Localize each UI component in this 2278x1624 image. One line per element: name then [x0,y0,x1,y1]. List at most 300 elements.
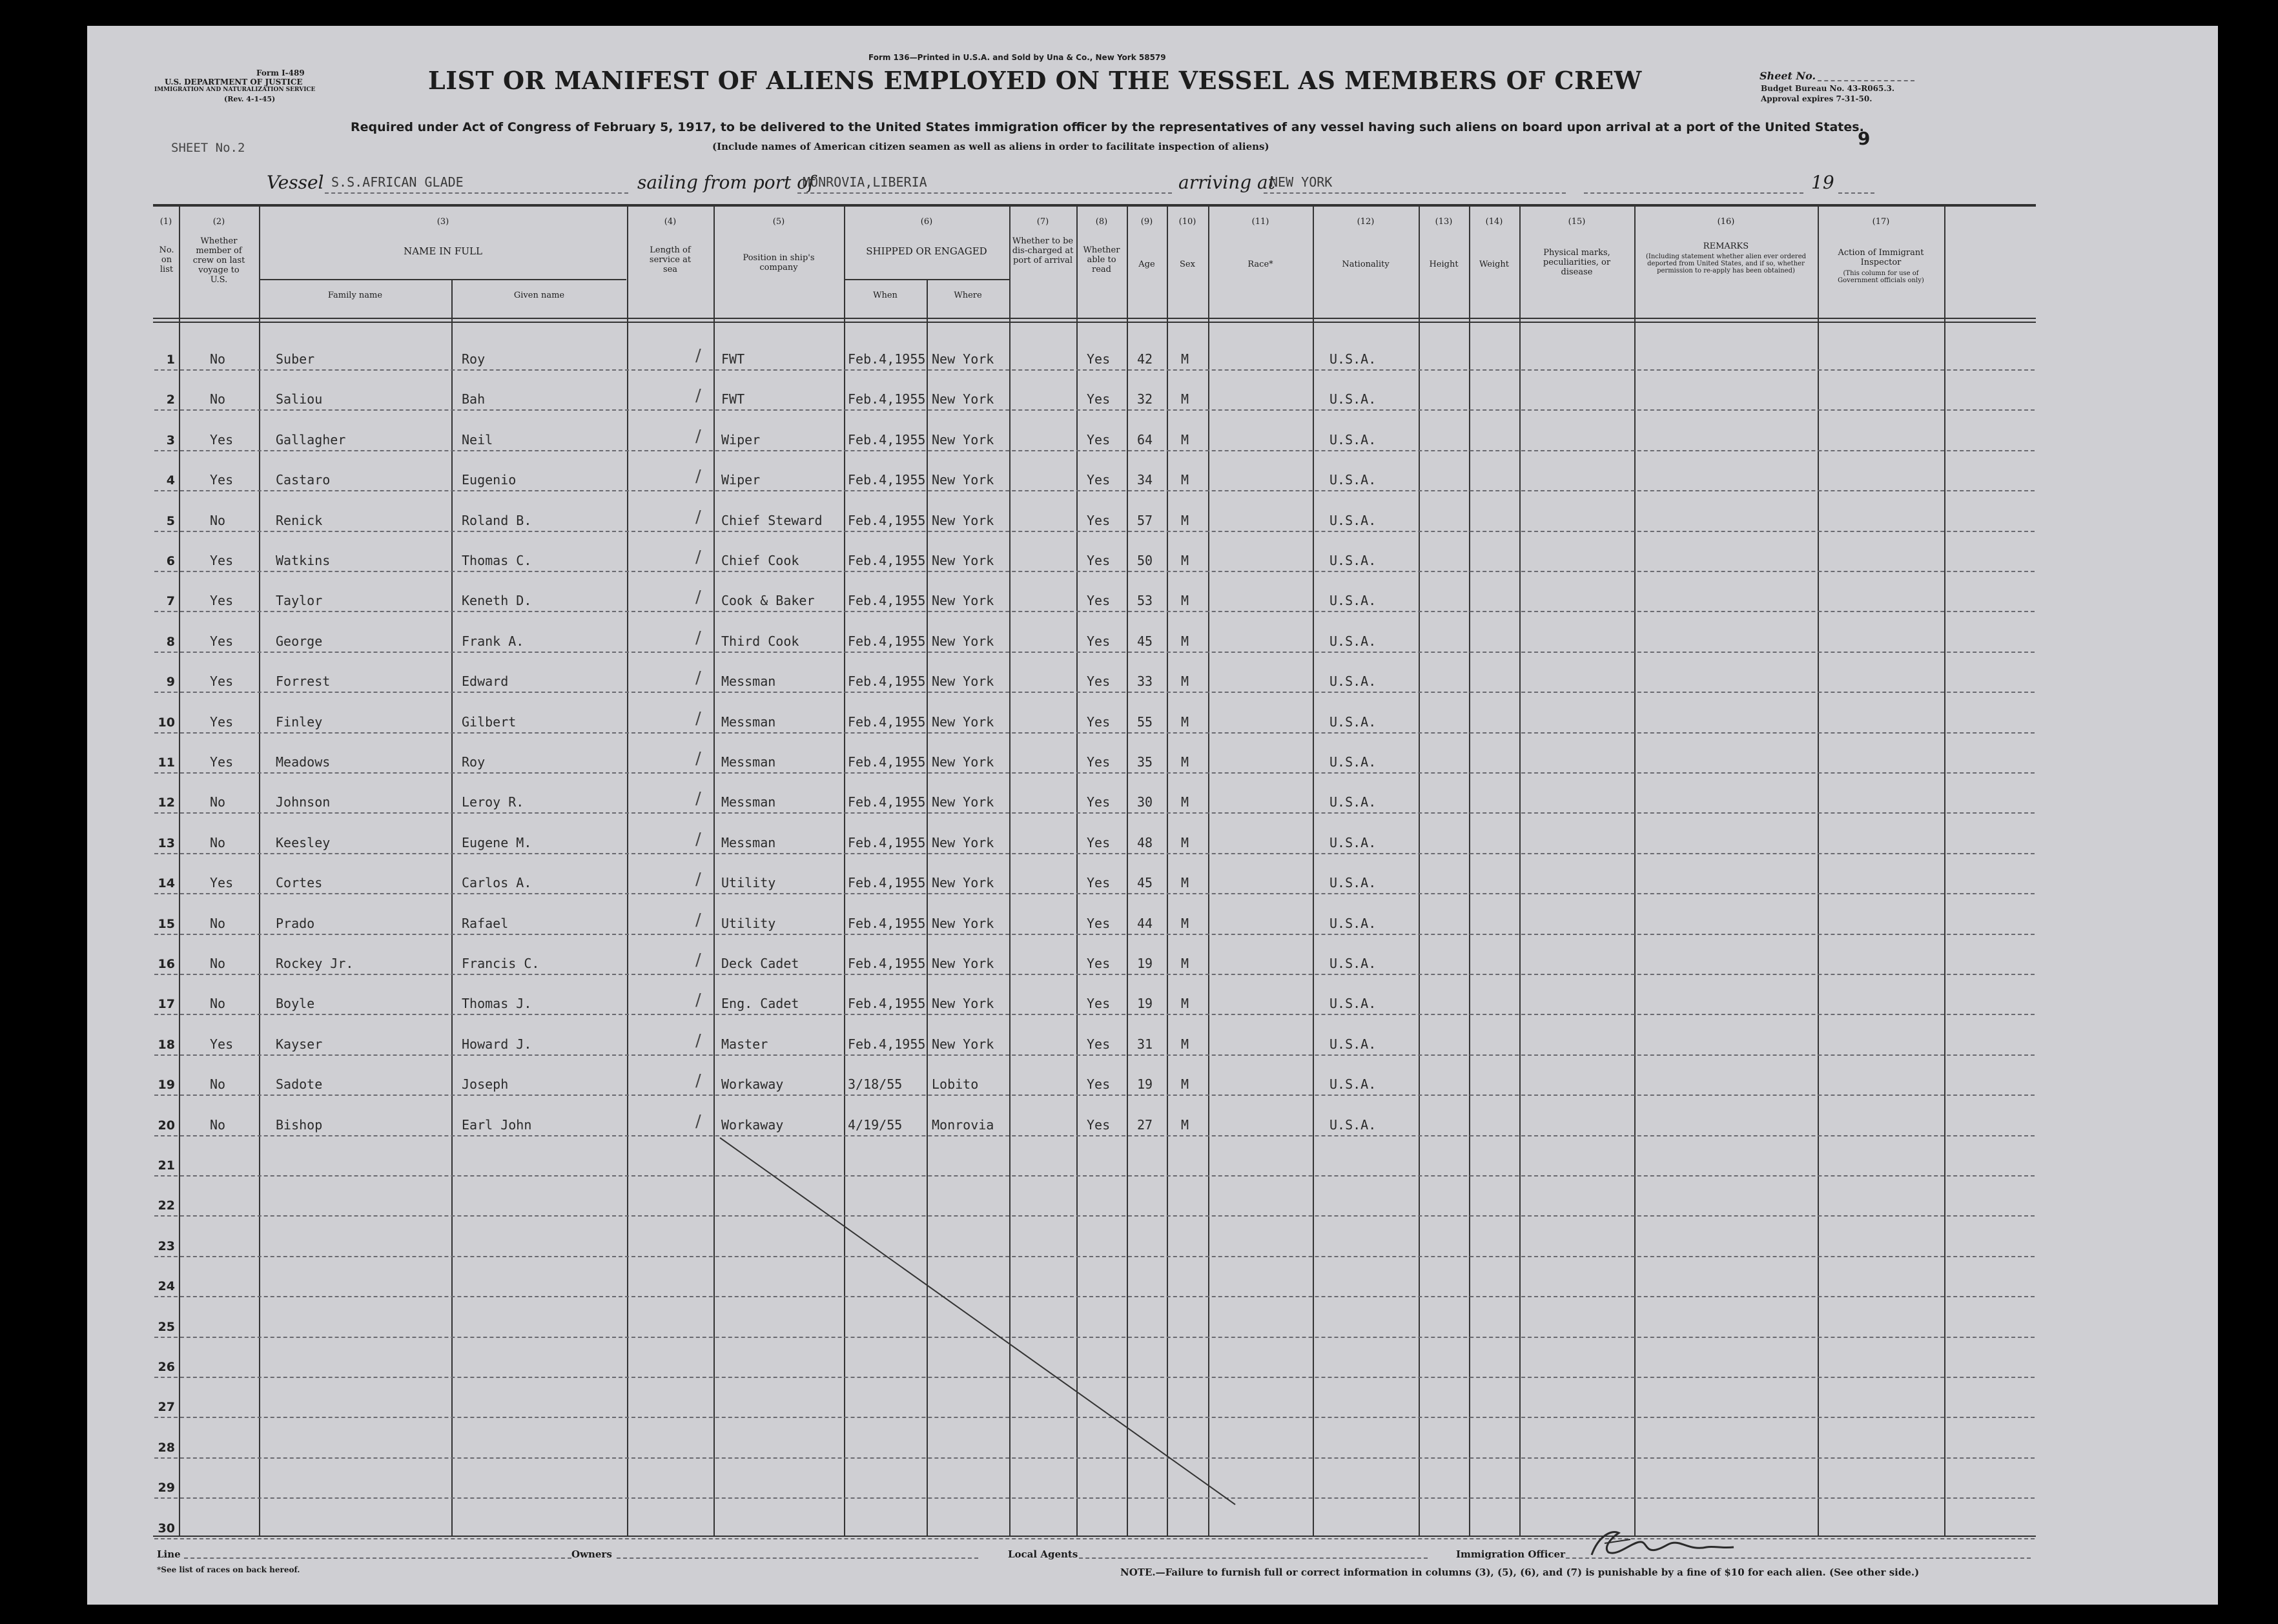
given-name: Francis C. [462,956,540,971]
row-number: 29 [158,1481,175,1496]
last-voyage: No [210,794,226,810]
row-number: 28 [158,1440,175,1455]
nationality: U.S.A. [1329,794,1377,810]
shipped-when: Feb.4,1955 [848,915,926,931]
last-voyage: No [210,391,226,407]
shipped-where: New York [932,875,994,891]
service-check-mark: / [695,426,701,446]
sex: M [1181,875,1189,891]
manifest-sheet [87,26,2218,1605]
able-to-read: Yes [1087,915,1111,931]
col7-label: Whether to be dis-charged at port of arrival [1012,236,1074,265]
nationality: U.S.A. [1329,512,1377,528]
able-to-read: Yes [1087,391,1111,407]
age: 50 [1137,553,1153,568]
col10-num: (10) [1178,217,1196,227]
given-name: Joseph [462,1076,509,1093]
footer-line-blank [184,1557,571,1559]
family-name: Saliou [276,391,323,407]
row-number: 16 [158,957,175,971]
position: Chief Steward [721,512,823,528]
age: 34 [1137,472,1153,488]
last-voyage: Yes [210,714,234,730]
col3-family: Family name [327,291,383,300]
col6-when: When [873,291,898,300]
nationality: U.S.A. [1329,1076,1377,1093]
age: 30 [1137,794,1153,810]
nationality: U.S.A. [1329,633,1377,649]
given-name: Roy [462,351,486,367]
able-to-read: Yes [1087,996,1111,1012]
col3-given: Given name [513,291,565,300]
shipped-where: New York [932,1036,994,1052]
shipped-where: New York [932,633,994,649]
service-check-mark: / [695,708,701,728]
given-name: Roy [462,754,486,770]
row-number: 7 [166,594,175,609]
last-voyage: Yes [210,431,234,447]
able-to-read: Yes [1087,714,1111,730]
given-name: Neil [462,431,493,447]
form-number: Form I-489 [256,68,305,77]
shipped-where: Lobito [932,1076,979,1093]
page-mark: 9 [1858,128,1871,149]
col1-label: No. on list [159,245,174,274]
age: 35 [1137,754,1153,770]
last-voyage: No [210,996,226,1012]
age: 45 [1137,633,1153,649]
able-to-read: Yes [1087,875,1111,891]
service-check-mark: / [695,829,701,849]
able-to-read: Yes [1087,1116,1111,1133]
nationality: U.S.A. [1329,553,1377,568]
col16-num: (16) [1717,217,1735,227]
shipped-where: New York [932,754,994,770]
position: Master [721,1036,768,1052]
able-to-read: Yes [1087,834,1111,850]
service-check-mark: / [695,346,701,365]
col16-sub: (Including statement whether alien ever ordered deported from United States, and if so, whether permission to re-apply has been obtained) [1645,253,1807,274]
family-name: Meadows [276,754,331,770]
row-number: 23 [158,1239,175,1253]
col11-label: Race* [1247,260,1273,269]
shipped-when: 4/19/55 [848,1116,903,1133]
shipped-when: Feb.4,1955 [848,714,926,730]
position: Messman [721,673,776,690]
col17-label: Action of Immigrant Inspector [1838,248,1924,267]
age: 55 [1137,714,1153,730]
row-number: 5 [166,513,175,528]
family-name: Kayser [276,1036,323,1052]
nationality: U.S.A. [1329,431,1377,447]
shipped-where: New York [932,996,994,1012]
sex: M [1181,431,1189,447]
col2-label: Whether member of crew on last voyage to U.S. [192,236,245,285]
col15-num: (15) [1568,217,1586,227]
family-name: Forrest [276,673,331,690]
able-to-read: Yes [1087,472,1111,488]
shipped-when: Feb.4,1955 [848,996,926,1012]
shipped-where: New York [932,794,994,810]
col16-label: REMARKS [1703,242,1749,251]
age: 27 [1137,1116,1153,1133]
position: Messman [721,834,776,850]
family-name: Renick [276,512,323,528]
row-number: 18 [158,1037,175,1052]
requirement-text: Required under Act of Congress of February 5, 1917, to be delivered to the United States immigration officer by the representatives of any vessel having such aliens on board upon arrival at a port of the United States. [351,120,1864,134]
shipped-when: Feb.4,1955 [848,593,926,609]
col13-num: (13) [1435,217,1453,227]
service-check-mark: / [695,910,701,930]
row-number: 21 [158,1158,175,1173]
position: Eng. Cadet [721,996,799,1012]
nationality: U.S.A. [1329,1116,1377,1133]
col15-label: Physical marks, peculiarities, or disease [1543,248,1611,277]
col12-num: (12) [1357,217,1375,227]
service-check-mark: / [695,548,701,567]
row-number: 20 [158,1118,175,1133]
cancel-line [87,26,2218,1605]
family-name: Taylor [276,593,323,609]
sex: M [1181,391,1189,407]
shipped-when: Feb.4,1955 [848,754,926,770]
given-name: Eugene M. [462,834,532,850]
shipped-when: 3/18/55 [848,1076,903,1093]
nationality: U.S.A. [1329,875,1377,891]
position: Cook & Baker [721,593,815,609]
col4-num: (4) [664,217,677,227]
able-to-read: Yes [1087,553,1111,568]
sex: M [1181,915,1189,931]
nationality: U.S.A. [1329,714,1377,730]
sheet-typed: SHEET No.2 [171,141,245,155]
age: 19 [1137,996,1153,1012]
shipped-when: Feb.4,1955 [848,956,926,971]
family-name: George [276,633,323,649]
shipped-when: Feb.4,1955 [848,673,926,690]
row-number: 26 [158,1360,175,1374]
col5-num: (5) [772,217,785,227]
col5-label: Position in ship's company [743,253,815,272]
col3-num: (3) [436,217,449,227]
given-name: Rafael [462,915,509,931]
shipped-when: Feb.4,1955 [848,351,926,367]
row-number: 11 [158,755,175,770]
family-name: Castaro [276,472,331,488]
last-voyage: Yes [210,553,234,568]
position: Workaway [721,1116,784,1133]
nationality: U.S.A. [1329,915,1377,931]
family-name: Finley [276,714,323,730]
shipped-where: New York [932,472,994,488]
shipped-when: Feb.4,1955 [848,431,926,447]
row-number: 10 [158,715,175,730]
last-voyage: Yes [210,1036,234,1052]
shipped-when: Feb.4,1955 [848,834,926,850]
family-name: Cortes [276,875,323,891]
last-voyage: No [210,956,226,971]
position: Deck Cadet [721,956,799,971]
row-number: 2 [166,393,175,407]
sailing-port: MONROVIA,LIBERIA [803,174,927,190]
arriving-label: arriving at [1178,172,1275,193]
sex: M [1181,512,1189,528]
revision: (Rev. 4-1-45) [224,95,276,103]
footer-owners-label: Owners [571,1548,612,1560]
position: Messman [721,794,776,810]
sex: M [1181,673,1189,690]
row-number: 8 [166,634,175,649]
position: Wiper [721,472,761,488]
given-name: Keneth D. [462,593,532,609]
col6-label: SHIPPED OR ENGAGED [866,245,987,257]
able-to-read: Yes [1087,794,1111,810]
nationality: U.S.A. [1329,673,1377,690]
sex: M [1181,714,1189,730]
age: 31 [1137,1036,1153,1052]
fine-note: NOTE.—Failure to furnish full or correct information in columns (3), (5), (6), and (7) is punishable by a fine of $10 for each alien. (See other side.) [1120,1567,1920,1578]
row-number: 6 [166,554,175,568]
footer-agents-label: Local Agents [1008,1548,1078,1560]
service-check-mark: / [695,991,701,1011]
row-number: 1 [166,353,175,367]
able-to-read: Yes [1087,1076,1111,1093]
service-check-mark: / [695,386,701,406]
last-voyage: Yes [210,633,234,649]
shipped-where: New York [932,956,994,971]
given-name: Bah [462,391,486,407]
col10-label: Sex [1180,260,1195,269]
position: FWT [721,351,745,367]
nationality: U.S.A. [1329,754,1377,770]
shipped-where: New York [932,553,994,568]
sex: M [1181,1116,1189,1133]
age: 57 [1137,512,1153,528]
nationality: U.S.A. [1329,1036,1377,1052]
sex: M [1181,956,1189,971]
age: 44 [1137,915,1153,931]
col8-num: (8) [1095,217,1108,227]
last-voyage: Yes [210,754,234,770]
shipped-where: New York [932,714,994,730]
sex: M [1181,593,1189,609]
approval-expiry: Approval expires 7-31-50. [1761,94,1873,103]
able-to-read: Yes [1087,1036,1111,1052]
sex: M [1181,351,1189,367]
sex: M [1181,553,1189,568]
sheet-number-label: Sheet No. [1760,70,1816,82]
last-voyage: Yes [210,673,234,690]
row-number: 25 [158,1319,175,1334]
age: 53 [1137,593,1153,609]
last-voyage: Yes [210,472,234,488]
row-number: 27 [158,1400,175,1415]
able-to-read: Yes [1087,593,1111,609]
shipped-where: New York [932,593,994,609]
position: Chief Cook [721,553,799,568]
shipped-when: Feb.4,1955 [848,1036,926,1052]
service: IMMIGRATION AND NATURALIZATION SERVICE [154,87,316,93]
last-voyage: No [210,915,226,931]
sex: M [1181,754,1189,770]
sex: M [1181,1036,1189,1052]
position: FWT [721,391,745,407]
col14-label: Weight [1479,260,1510,269]
shipped-when: Feb.4,1955 [848,512,926,528]
sex: M [1181,633,1189,649]
given-name: Frank A. [462,633,524,649]
service-check-mark: / [695,668,701,688]
able-to-read: Yes [1087,431,1111,447]
page-title: LIST OR MANIFEST OF ALIENS EMPLOYED ON THE VESSEL AS MEMBERS OF CREW [428,66,1642,95]
service-check-mark: / [695,467,701,487]
age: 19 [1137,1076,1153,1093]
position: Utility [721,875,776,891]
requirement-subnote: (Include names of American citizen seamen as well as aliens in order to facilitate inspection of aliens) [712,141,1269,152]
family-name: Johnson [276,794,331,810]
nationality: U.S.A. [1329,593,1377,609]
row-number: 30 [158,1521,175,1536]
col11-num: (11) [1251,217,1269,227]
sailing-label: sailing from port of [637,172,815,193]
arriving-port: NEW YORK [1270,174,1333,190]
last-voyage: No [210,512,226,528]
nationality: U.S.A. [1329,996,1377,1012]
footer-owners-blank [617,1557,978,1559]
given-name: Thomas C. [462,553,532,568]
able-to-read: Yes [1087,351,1111,367]
given-name: Eugenio [462,472,517,488]
col9-label: Age [1138,260,1155,269]
officer-signature [1585,1524,1740,1563]
vessel-label: Vessel [267,172,324,193]
col6-num: (6) [920,217,933,227]
nationality: U.S.A. [1329,351,1377,367]
family-name: Sadote [276,1076,323,1093]
last-voyage: No [210,1116,226,1133]
position: Utility [721,915,776,931]
col17-num: (17) [1872,217,1890,227]
row-number: 15 [158,916,175,931]
last-voyage: No [210,351,226,367]
shipped-when: Feb.4,1955 [848,875,926,891]
family-name: Watkins [276,553,331,568]
given-name: Edward [462,673,509,690]
sex: M [1181,794,1189,810]
able-to-read: Yes [1087,754,1111,770]
col12-label: Nationality [1342,260,1390,269]
shipped-when: Feb.4,1955 [848,794,926,810]
sex: M [1181,472,1189,488]
service-check-mark: / [695,588,701,608]
age: 33 [1137,673,1153,690]
footer-officer-label: Immigration Officer [1456,1548,1565,1560]
col9-num: (9) [1140,217,1153,227]
department: U.S. DEPARTMENT OF JUSTICE [165,77,303,87]
able-to-read: Yes [1087,633,1111,649]
given-name: Earl John [462,1116,532,1133]
position: Workaway [721,1076,784,1093]
shipped-where: New York [932,351,994,367]
given-name: Thomas J. [462,996,532,1012]
service-check-mark: / [695,507,701,527]
given-name: Gilbert [462,714,517,730]
service-check-mark: / [695,789,701,809]
family-name: Gallagher [276,431,346,447]
sex: M [1181,834,1189,850]
shipped-when: Feb.4,1955 [848,633,926,649]
footer-agents-blank [1079,1557,1428,1559]
service-check-mark: / [695,1111,701,1131]
printer-line: Form 136—Printed in U.S.A. and Sold by Una & Co., New York 58579 [868,53,1166,62]
service-check-mark: / [695,628,701,648]
age: 64 [1137,431,1153,447]
col4-label: Length of service at sea [649,245,692,274]
vessel-name: S.S.AFRICAN GLADE [331,174,464,190]
sex: M [1181,1076,1189,1093]
year-label: 19 [1811,172,1834,193]
col1-num: (1) [159,217,172,227]
able-to-read: Yes [1087,673,1111,690]
shipped-when: Feb.4,1955 [848,553,926,568]
given-name: Carlos A. [462,875,532,891]
col13-label: Height [1429,260,1459,269]
service-check-mark: / [695,870,701,890]
nationality: U.S.A. [1329,956,1377,971]
shipped-where: New York [932,834,994,850]
service-check-mark: / [695,1031,701,1051]
row-number: 14 [158,876,175,891]
shipped-when: Feb.4,1955 [848,472,926,488]
position: Messman [721,714,776,730]
age: 45 [1137,875,1153,891]
last-voyage: No [210,1076,226,1093]
shipped-where: New York [932,431,994,447]
col6-where: Where [954,291,982,300]
family-name: Rockey Jr. [276,956,354,971]
col14-num: (14) [1485,217,1503,227]
shipped-where: New York [932,673,994,690]
col7-num: (7) [1036,217,1049,227]
given-name: Leroy R. [462,794,524,810]
last-voyage: Yes [210,875,234,891]
col17-sub: (This column for use of Government officials only) [1838,270,1924,284]
nationality: U.S.A. [1329,834,1377,850]
service-check-mark: / [695,749,701,768]
col3-label: NAME IN FULL [404,245,482,257]
last-voyage: Yes [210,593,234,609]
position: Messman [721,754,776,770]
family-name: Bishop [276,1116,323,1133]
given-name: Roland B. [462,512,532,528]
position: Wiper [721,431,761,447]
family-name: Keesley [276,834,331,850]
shipped-where: Monrovia [932,1116,994,1133]
row-number: 22 [158,1198,175,1213]
family-name: Prado [276,915,315,931]
service-check-mark: / [695,1071,701,1091]
row-number: 17 [158,997,175,1012]
age: 42 [1137,351,1153,367]
budget-bureau: Budget Bureau No. 43-R065.3. [1761,84,1895,93]
last-voyage: No [210,834,226,850]
position: Third Cook [721,633,799,649]
given-name: Howard J. [462,1036,532,1052]
row-number: 3 [166,433,175,447]
footer-line-label: Line [157,1548,181,1560]
shipped-when: Feb.4,1955 [848,391,926,407]
shipped-where: New York [932,512,994,528]
